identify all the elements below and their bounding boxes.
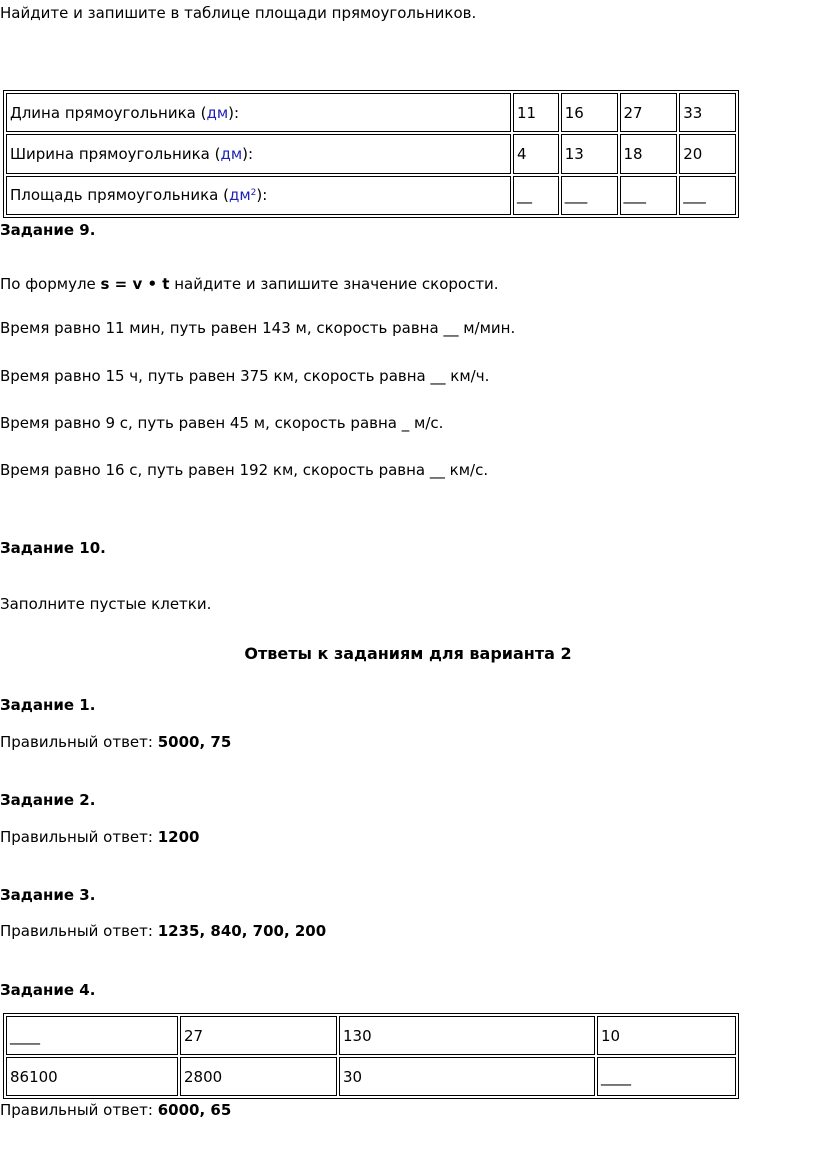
table-cell: 33 bbox=[679, 93, 736, 132]
table-cell: 27 bbox=[620, 93, 678, 132]
rectangles-table bbox=[3, 90, 739, 218]
table-cell: ___ bbox=[679, 176, 736, 215]
task9-title: Задание 9. bbox=[0, 221, 96, 239]
task10-title: Задание 10. bbox=[0, 539, 106, 557]
table-cell: 30 bbox=[339, 1057, 595, 1096]
table-cell: 2800 bbox=[180, 1057, 337, 1096]
table-cell: 16 bbox=[561, 93, 618, 132]
table-cell: ___ bbox=[620, 176, 678, 215]
table-cell: 13 bbox=[561, 134, 618, 173]
table-row bbox=[6, 176, 736, 215]
answer-line: Правильный ответ: 6000, 65 bbox=[0, 1101, 232, 1119]
task9-line: Время равно 15 ч, путь равен 375 км, скорость равна __ км/ч. bbox=[0, 367, 490, 385]
task9-line: Время равно 9 с, путь равен 45 м, скорость равна _ м/с. bbox=[0, 414, 444, 432]
table-cell: 10 bbox=[597, 1016, 736, 1055]
table-cell: ____ bbox=[597, 1057, 736, 1096]
table-cell: 86100 bbox=[6, 1057, 178, 1096]
table-row bbox=[6, 93, 736, 132]
table-row bbox=[6, 134, 736, 173]
task9-formula-line: По формуле s = v • t найдите и запишите значение скорости. bbox=[0, 275, 499, 293]
formula: s = v • t bbox=[100, 275, 170, 293]
answer-title: Задание 3. bbox=[0, 886, 96, 904]
task9-line: Время равно 11 мин, путь равен 143 м, скорость равна __ м/мин. bbox=[0, 319, 516, 337]
answer-title: Задание 4. bbox=[0, 981, 96, 999]
answers-heading: Ответы к заданиям для варианта 2 bbox=[244, 644, 572, 663]
table-cell: __ bbox=[513, 176, 559, 215]
table-cell: ____ bbox=[6, 1016, 178, 1055]
answer-line: Правильный ответ: 1200 bbox=[0, 828, 200, 846]
table-cell: 27 bbox=[180, 1016, 337, 1055]
answer-title: Задание 1. bbox=[0, 696, 96, 714]
task10-text: Заполните пустые клетки. bbox=[0, 595, 212, 613]
table-cell: 20 bbox=[679, 134, 736, 173]
row-label: Площадь прямоугольника $(дм^2)$: bbox=[6, 176, 511, 215]
table-cell: ___ bbox=[561, 176, 618, 215]
table-cell: 18 bbox=[620, 134, 678, 173]
table-cell: 130 bbox=[339, 1016, 595, 1055]
answer-line: Правильный ответ: 1235, 840, 700, 200 bbox=[0, 922, 327, 940]
table-cell: 11 bbox=[513, 93, 559, 132]
intro-text: Найдите и запишите в таблице площади прямоугольников. bbox=[0, 4, 477, 22]
table-row bbox=[6, 1057, 736, 1096]
table-row bbox=[6, 1016, 736, 1055]
table-cell: 4 bbox=[513, 134, 559, 173]
answer-title: Задание 2. bbox=[0, 791, 96, 809]
row-label: Длина прямоугольника (дм): bbox=[6, 93, 511, 132]
answer-line: Правильный ответ: 5000, 75 bbox=[0, 733, 232, 751]
task9-line: Время равно 16 с, путь равен 192 км, скорость равна __ км/с. bbox=[0, 461, 489, 479]
row-label: Ширина прямоугольника (дм): bbox=[6, 134, 511, 173]
task4-table bbox=[3, 1013, 739, 1099]
